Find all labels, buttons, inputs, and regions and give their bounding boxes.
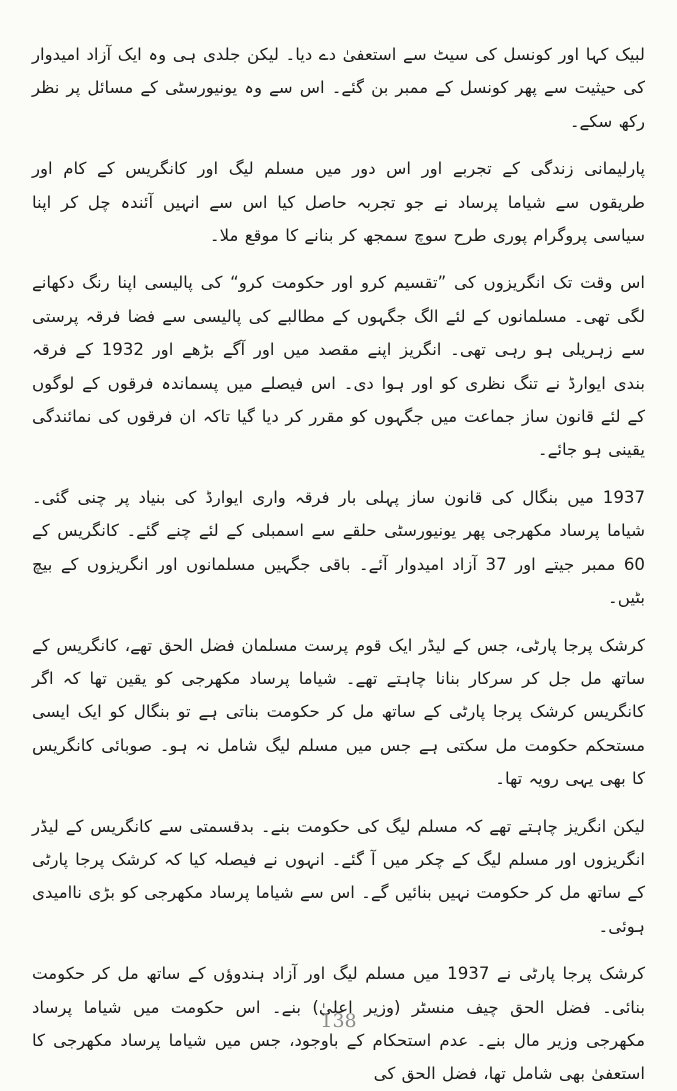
paragraph-2: پارلیمانی زندگی کے تجربے اور اس دور میں مسلم لیگ اور کانگریس کے کام اور طریقوں سے شیاما پرساد نے جو تجربہ حاصل کیا اس سے انہیں آئندہ چل کر اپنا سیاسی پروگرام پوری طرح سوچ سمجھ کر بنانے کا موقع ملا۔ (32, 159, 645, 246)
page-number: 138 (320, 1010, 357, 1032)
paragraph-1: لبیک کہا اور کونسل کی سیٹ سے استعفیٰ دے دیا۔ لیکن جلدی ہی وہ ایک آزاد امیدوار کی حیثیت سے پھر کونسل کے ممبر بن گئے۔ اس سے وہ یونیورسٹی کے مسائل پر نظر رکھ سکے۔ (32, 45, 645, 131)
paragraph-4: 1937 میں بنگال کی قانون ساز پہلی بار فرقہ واری ایوارڈ کی بنیاد پر چنی گئی۔ شیاما پرساد مکھرجی پھر یونیورسٹی حلقے سے اسمبلی کے لئے چنے گئے۔ کانگریس کے 60 ممبر جیتے اور 37 آزاد امیدوار آئے۔ باقی جگہیں مسلمانوں اور انگریزوں کے بیچ بٹیں۔ (32, 487, 645, 608)
paragraph-3: اس وقت تک انگریزوں کی ”تقسیم کرو اور حکومت کرو“ کی پالیسی اپنا رنگ دکھانے لگی تھی۔ مسلمانوں کے لئے الگ جگہوں کے مطالبے کی پالیسی سے فضا فرقہ پرستی سے زہریلی ہو رہی تھی۔ انگریز اپنے مقصد میں اور آگے بڑھے اور 1932 کے فرقہ بندی ایوارڈ نے تنگ نظری کو اور ہوا دی۔ اس فیصلے میں پسماندہ فرقوں کے لوگوں کے لئے قانون ساز جماعت میں جگہوں کو مقرر کر دیا گیا تاکہ ان فرقوں کی نمائندگی یقینی ہو جائے۔ (32, 273, 645, 460)
paragraph-6: لیکن انگریز چاہتے تھے کہ مسلم لیگ کی حکومت بنے۔ بدقسمتی سے کانگریس کے لیڈر انگریزوں اور مسلم لیگ کے چکر میں آ گئے۔ انہوں نے فیصلہ کیا کہ کرشک پرجا پارٹی کے ساتھ مل کر حکومت نہیں بنائیں گے۔ اس سے شیاما پرساد مکھرجی کو بڑی ناامیدی ہوئی۔ (32, 816, 645, 936)
page-body (32, 38, 645, 1091)
paragraph-7: کرشک پرجا پارٹی نے 1937 میں مسلم لیگ اور آزاد ہندوؤں کے ساتھ مل کر حکومت بنائی۔ فضل الحق چیف منسٹر (وزیر اعلیٰ) بنے۔ اس حکومت میں شیاما پرساد مکھرجی وزیر مال بنے۔ عدم استحکام کے باوجود، جس میں شیاما پرساد مکھرجی کا استعفیٰ بھی شامل تھا، فضل الحق کی (32, 964, 645, 1084)
paragraph-5: کرشک پرجا پارٹی، جس کے لیڈر ایک قوم پرست مسلمان فضل الحق تھے، کانگریس کے ساتھ مل جل کر سرکار بنانا چاہتے تھے۔ شیاما پرساد مکھرجی کو یقین تھا کہ اگر کانگریس کرشک پرجا پارٹی کے ساتھ مل کر حکومت بناتی ہے تو بنگال کو ایک ایسی مستحکم حکومت مل سکتی ہے جس میں مسلم لیگ شامل نہ ہو۔ صوبائی کانگریس کا بھی یہی رویہ تھا۔ (32, 635, 645, 789)
